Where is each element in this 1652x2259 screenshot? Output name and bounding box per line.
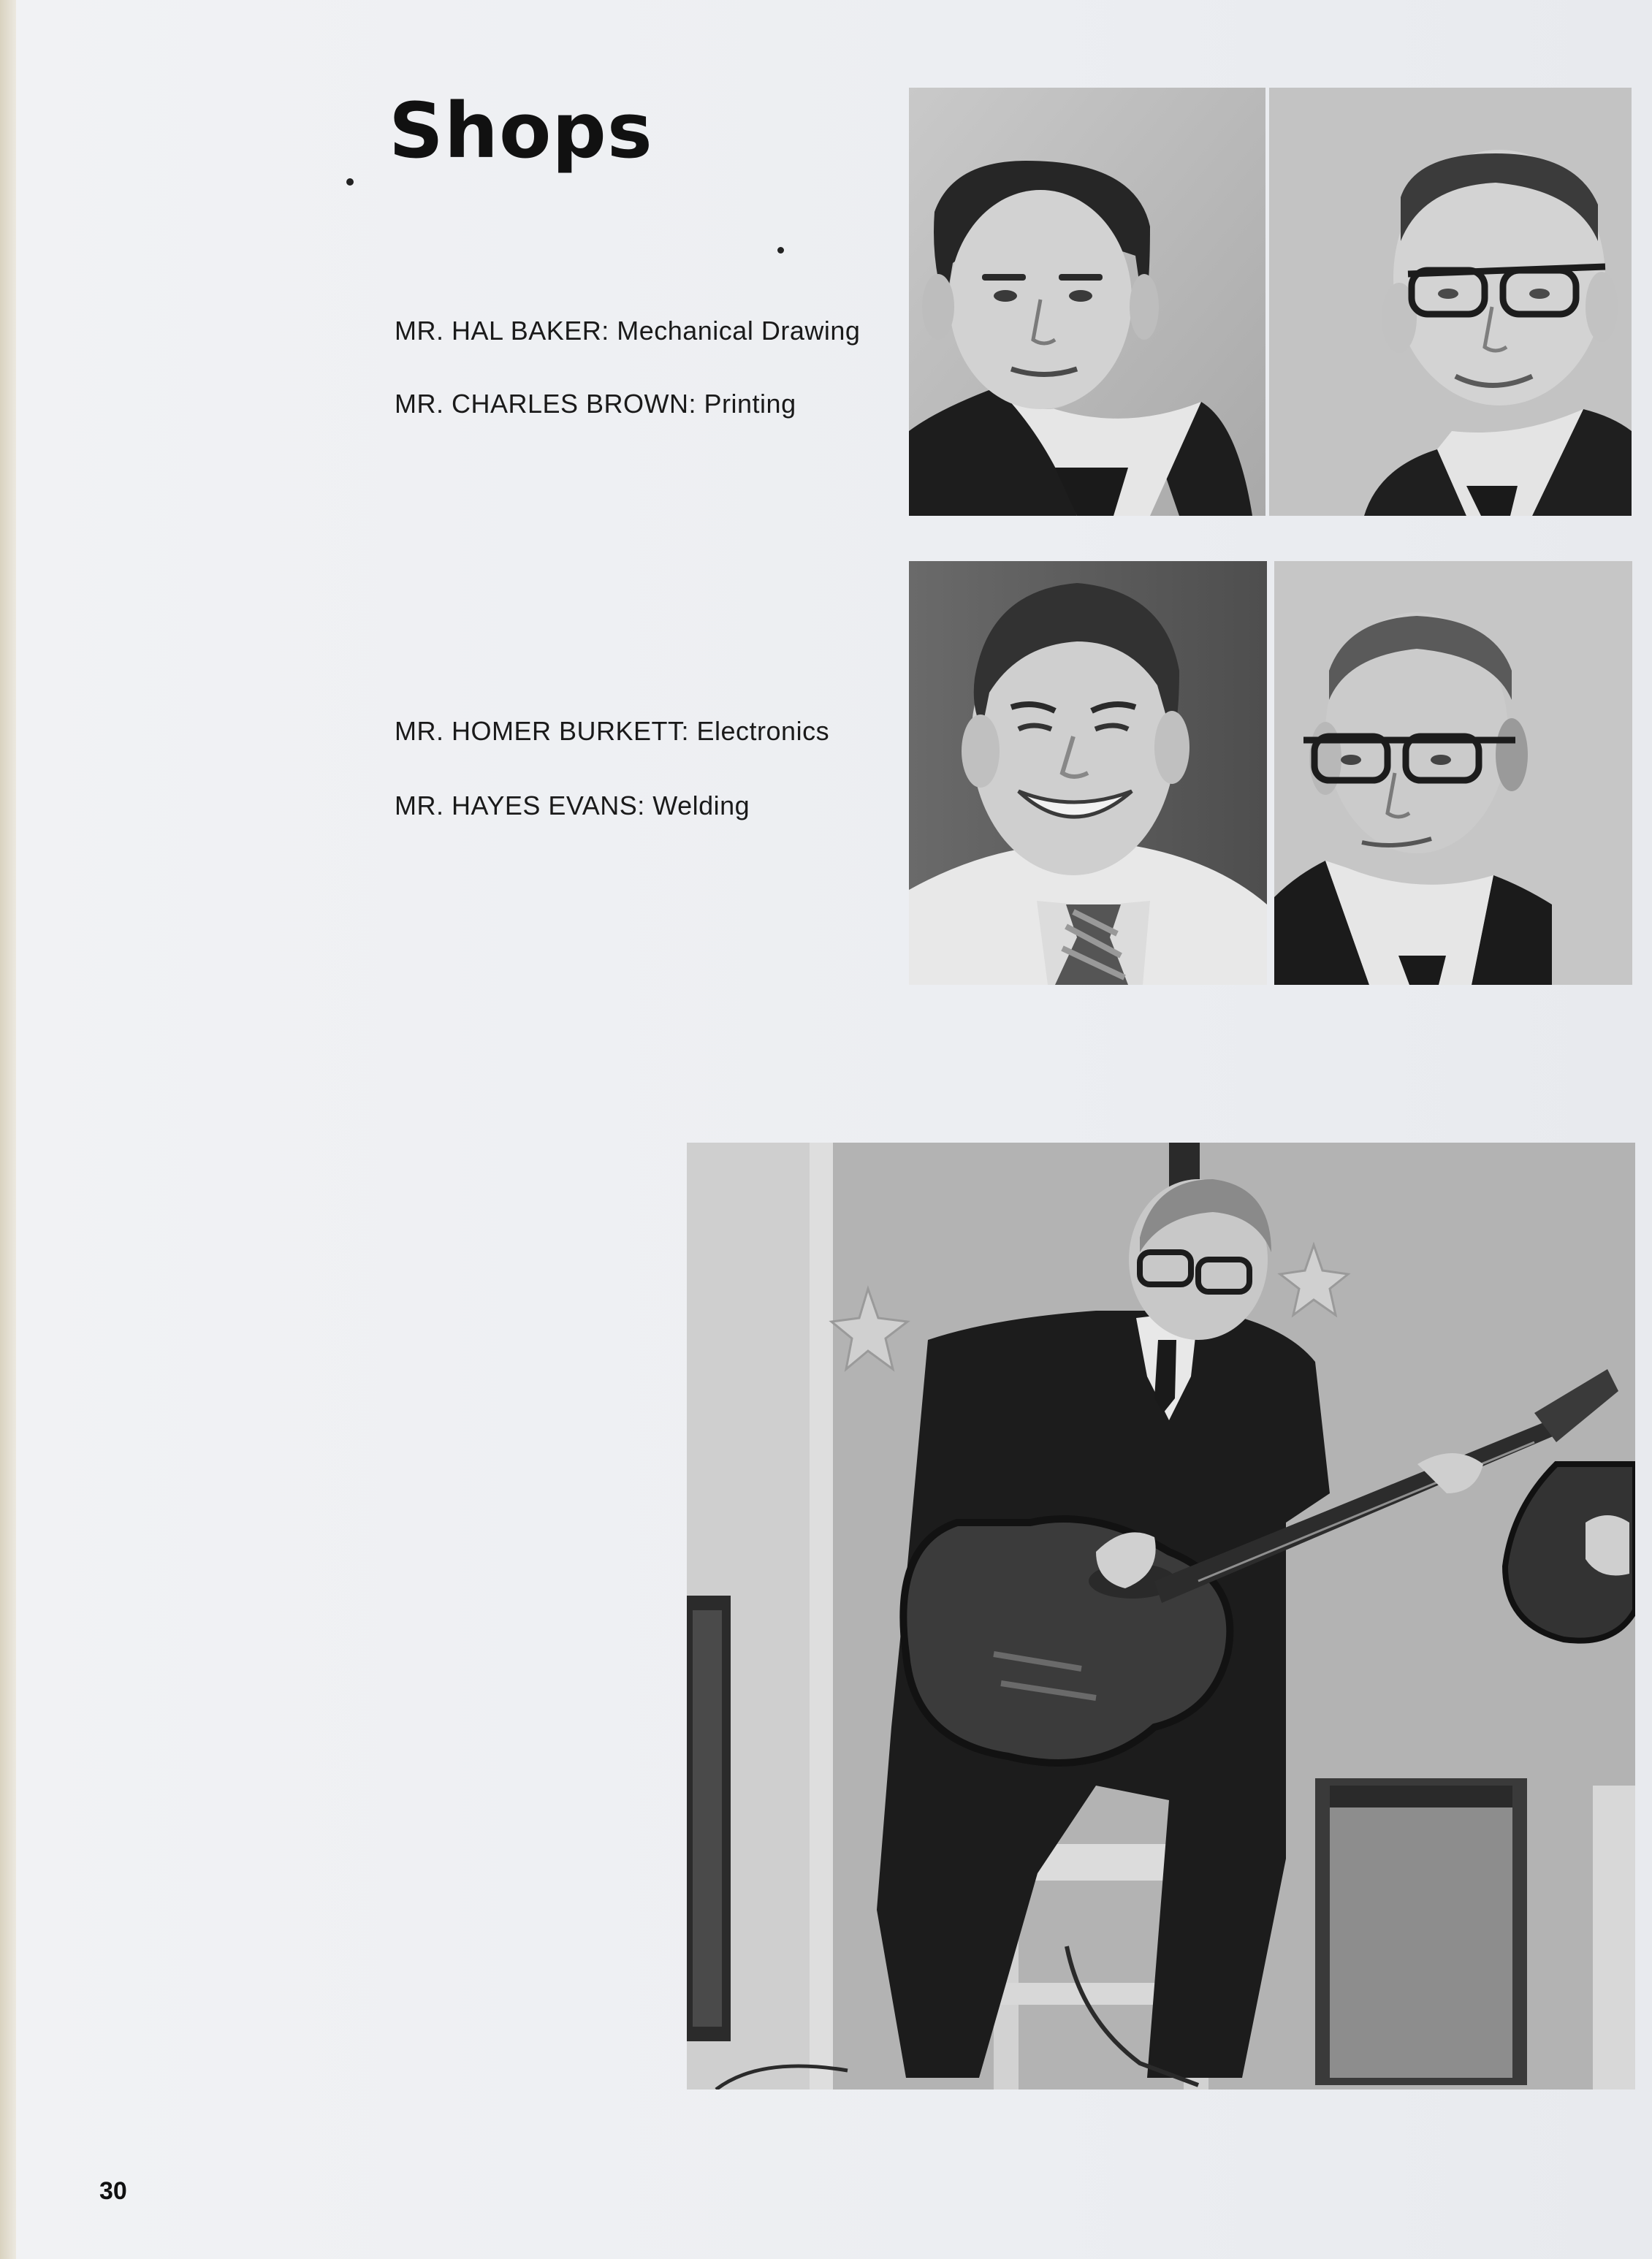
portrait-charles-brown: [1269, 88, 1632, 516]
candid-photo-guitar-performance: [687, 1143, 1635, 2090]
portrait-homer-burkett: [909, 561, 1267, 985]
portrait-hayes-evans: [1274, 561, 1632, 985]
ink-speck: [346, 178, 354, 186]
section-title: Shops: [389, 86, 653, 175]
page-spine-edge: [0, 0, 16, 2259]
ink-speck: [777, 247, 784, 254]
caption-brown: MR. CHARLES BROWN: Printing: [395, 389, 796, 419]
caption-evans: MR. HAYES EVANS: Welding: [395, 791, 750, 820]
caption-baker: MR. HAL BAKER: Mechanical Drawing: [395, 316, 861, 346]
portrait-hal-baker: [909, 88, 1265, 516]
caption-burkett: MR. HOMER BURKETT: Electronics: [395, 716, 830, 746]
page-number: 30: [99, 2177, 127, 2205]
